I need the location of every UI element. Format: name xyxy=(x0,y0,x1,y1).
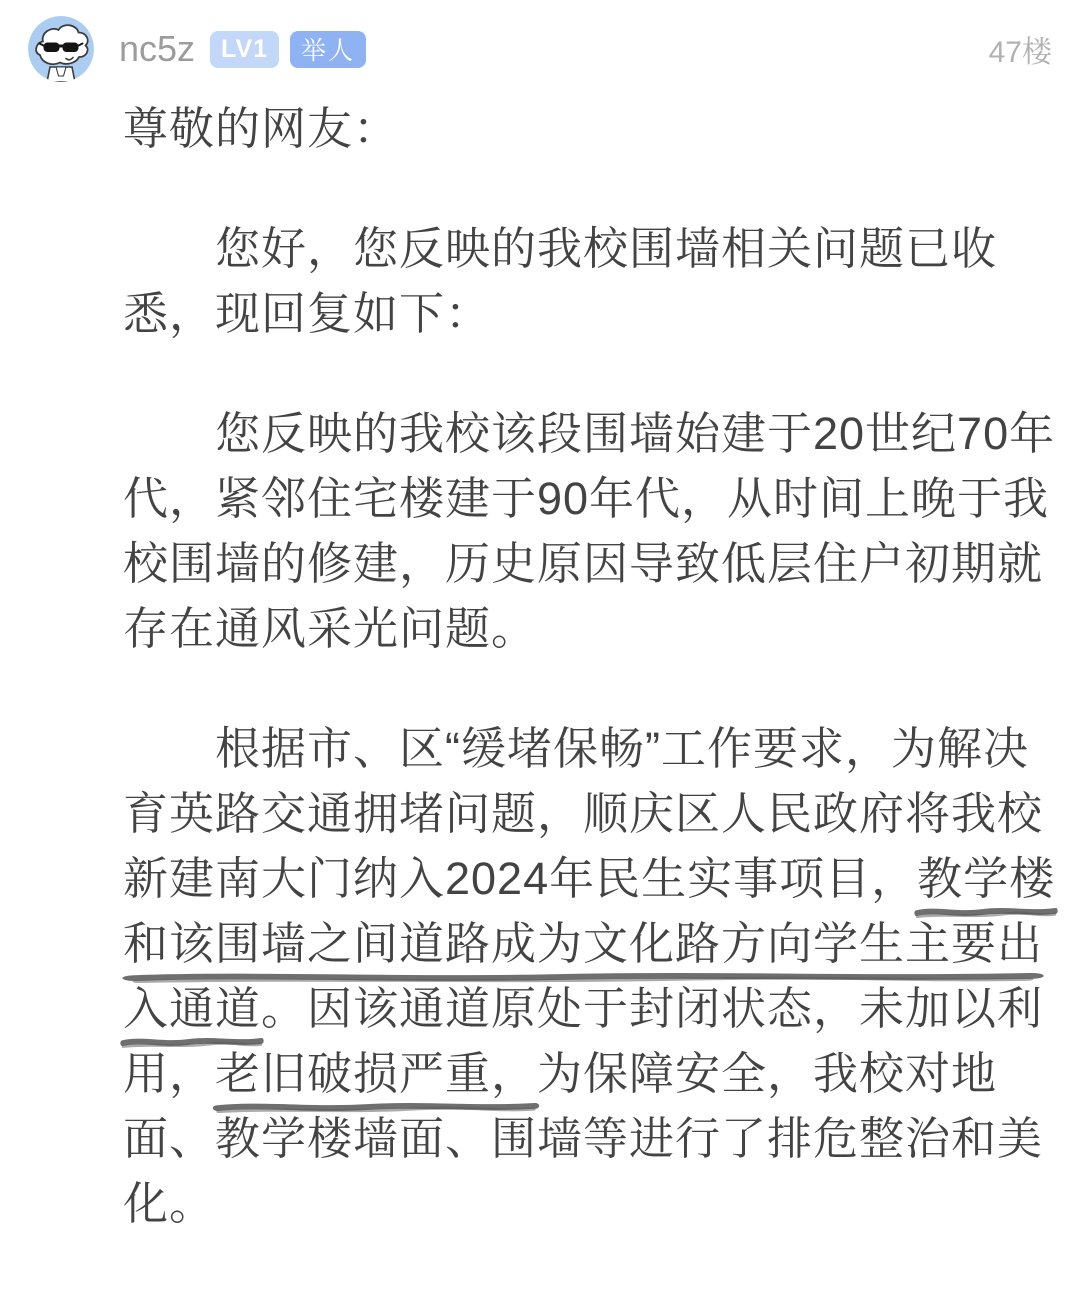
hand-underlined-text: 教学楼 xyxy=(917,846,1055,911)
cloud-character-avatar-icon xyxy=(28,16,94,82)
text-segment: 存在通风采光问题。 xyxy=(123,603,538,654)
text-line xyxy=(123,846,1056,911)
text-segment: 为保障安全，我校对地 xyxy=(537,1048,998,1099)
hand-underlined-text: 入通道 xyxy=(123,976,261,1041)
text-line xyxy=(123,911,1044,976)
text-line xyxy=(123,281,1022,346)
floor-number: 47楼 xyxy=(988,36,1052,69)
text-segment: 您好，您反映的我校围墙相关问题已收 xyxy=(123,223,998,274)
text-segment: 您反映的我校该段围墙始建于20世纪70年 xyxy=(123,408,1056,459)
text-line xyxy=(123,716,1029,781)
text-segment: 育英路交通拥堵问题，顺庆区人民政府将我校 xyxy=(123,788,1044,839)
text-segment: 悉，现回复如下： xyxy=(123,288,492,339)
text-line xyxy=(123,596,1022,661)
text-line xyxy=(123,401,1056,466)
text-segment: 校围墙的修建，历史原因导致低层住户初期就 xyxy=(123,538,1044,589)
hand-underlined-text: 和该围墙之间道路成为文化路方向学生主要出 xyxy=(123,911,1043,976)
text-line xyxy=(123,976,1044,1041)
text-segment: 代，紧邻住宅楼建于90年代，从时间上晚于我 xyxy=(123,473,1050,524)
paragraph xyxy=(123,401,1056,661)
text-line xyxy=(123,1106,1044,1171)
avatar[interactable] xyxy=(28,16,94,82)
text-line xyxy=(123,216,1022,281)
text-segment: 。因该通道原处于封闭状态，未加以利 xyxy=(261,983,1044,1034)
text-line xyxy=(123,96,1022,161)
text-line xyxy=(123,531,1044,596)
text-segment: 新建南大门纳入2024年民生实事项目， xyxy=(123,853,918,904)
text-line xyxy=(123,781,1044,846)
hand-underlined-text: 老旧破损严重， xyxy=(215,1041,537,1106)
text-line xyxy=(123,1171,1022,1236)
paragraph xyxy=(123,716,1056,1236)
text-segment: 化。 xyxy=(123,1178,216,1229)
level-badge: LV1 xyxy=(210,31,279,68)
username[interactable]: nc5z xyxy=(119,28,196,69)
text-segment: 用， xyxy=(123,1048,216,1099)
text-segment: 尊敬的网友： xyxy=(123,103,400,154)
title-badge: 举人 xyxy=(290,31,366,68)
paragraph xyxy=(123,96,1022,161)
post-header xyxy=(28,16,1052,82)
text-segment: 根据市、区“缓堵保畅”工作要求，为解决 xyxy=(123,723,1029,774)
text-line xyxy=(123,1041,1022,1106)
text-line xyxy=(123,466,1050,531)
text-segment: 面、教学楼墙面、围墙等进行了排危整治和美 xyxy=(123,1113,1044,1164)
paragraph xyxy=(123,216,1022,346)
post-content xyxy=(123,96,1056,1291)
